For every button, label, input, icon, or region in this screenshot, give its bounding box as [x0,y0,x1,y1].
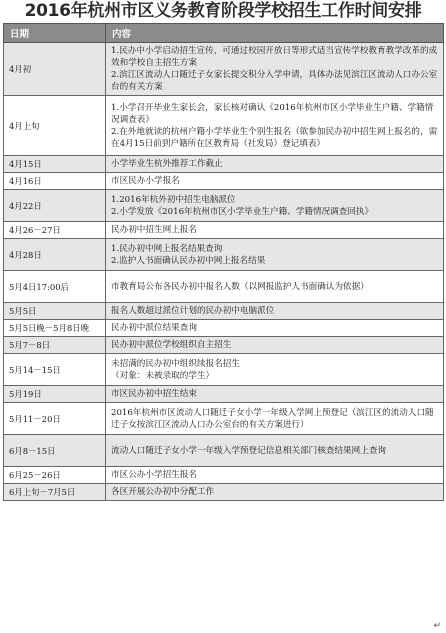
content-line: 2016年杭州市区流动人口随迁子女小学一年级入学网上预登记（滨江区的流动人口随迁子女按滨江区流动人口办公室台的有关方案进行） [111,407,434,430]
content-line: 1.2016年杭外初中招生电脑派位 [111,194,236,205]
row-content [106,303,444,320]
content-line: （对象：未被录取的学生） [111,370,215,381]
row-date: 5月5日 [4,303,106,320]
table-row [4,239,444,271]
table-row [4,190,444,222]
table-row [4,337,444,354]
table-row [4,467,444,484]
table-row [4,156,444,173]
header-content: 内容 [106,24,444,43]
content-line: 民办初中派位学校组织自主招生 [111,340,232,350]
content-line: 市区民办初中招生结束 [111,389,197,399]
page-title: 2016年杭州市区义务教育阶段学校招生工作时间安排 [24,1,422,21]
table-row [4,484,444,501]
row-content [106,337,444,354]
row-content [106,386,444,403]
table-row [4,173,444,190]
content-line: 市教育局公布各民办初中报名人数（以网报监护人书面确认为依据） [111,281,369,292]
row-content [106,43,444,96]
row-date: 6月25－26日 [4,467,106,484]
content-line: 报名人数超过派位计划的民办初中电脑派位 [111,306,275,316]
content-line: 2.监护人书面确认民办初中网上报名结果 [111,255,266,266]
content-line: 1.民办中小学启动招生宣传，可通过校园开放日等形式适当宣传学校教育教学改革的成效和学校自主招生方案 [111,46,438,68]
content-line: 市区公办小学招生报名 [111,470,197,480]
row-date: 5月4日17:00后 [4,271,106,303]
header-date: 日期 [4,24,106,43]
row-date: 5月11－20日 [4,403,106,435]
content-line: 民办初中招生网上报名 [111,225,197,235]
schedule-table [3,23,444,501]
row-content [106,467,444,484]
content-line: 流动人口随迁子女小学一年级入学预登记信息相关部门核查结果网上查询 [111,445,387,456]
row-content [106,484,444,501]
row-content [106,354,444,386]
row-date: 5月19日 [4,386,106,403]
table-row [4,43,444,96]
row-date: 4月16日 [4,173,106,190]
content-line: 2.滨江区流动人口随迁子女家长提交积分入学申请，具体办法见滨江区流动人口办公室台的有关方案 [111,70,438,92]
content-line: 2.在外地就读的杭州户籍小学毕业生个别生报名（欲参加民办初中招生网上报名的，需在4月15日前到户籍所在区教育局（社发局）登记填表） [111,126,438,149]
table-row [4,435,444,467]
content-line: 市区民办小学报名 [111,176,180,186]
content-line: 2.小学发放《2016年杭州市区小学毕业生户籍、学籍情况调查回执》 [111,206,374,217]
row-content [106,96,444,156]
row-content [106,190,444,222]
content-line: 各区开展公办初中分配工作 [111,487,215,497]
row-date: 4月初 [4,43,106,96]
content-line: 1.小学召开毕业生家长会，家长核对确认《2016年杭州市区小学毕业生户籍、学籍情况调查表》 [111,102,434,125]
row-content [106,239,444,271]
row-date: 5月7－8日 [4,337,106,354]
table-row [4,320,444,337]
row-content [106,222,444,239]
row-date: 4月22日 [4,190,106,222]
table-row [4,96,444,156]
content-line: 小学毕业生杭外推荐工作截止 [111,159,223,169]
row-content [106,271,444,303]
content-line: 未招满的民办初中组织续报名招生 [111,358,240,369]
row-content [106,156,444,173]
row-content [106,403,444,435]
row-content [106,173,444,190]
table-row [4,386,444,403]
row-date: 5月14－15日 [4,354,106,386]
row-date: 4月15日 [4,156,106,173]
content-line: 民办初中派位结果查询 [111,323,197,333]
table-row [4,403,444,435]
row-date: 5月5日晚－5月8日晚 [4,320,106,337]
row-date: 4月上旬 [4,96,106,156]
table-header-row [4,24,444,43]
row-date: 6月上旬－7月5日 [4,484,106,501]
row-date: 6月8－15日 [4,435,106,467]
table-row [4,222,444,239]
table-row [4,303,444,320]
row-content [106,320,444,337]
row-date: 4月26－27日 [4,222,106,239]
row-content [106,435,444,467]
content-line: 1.民办初中网上报名结果查询 [111,243,223,254]
table-row [4,354,444,386]
table-row [4,271,444,303]
paragraph-mark-icon: ↵ [433,621,441,631]
row-date: 4月28日 [4,239,106,271]
